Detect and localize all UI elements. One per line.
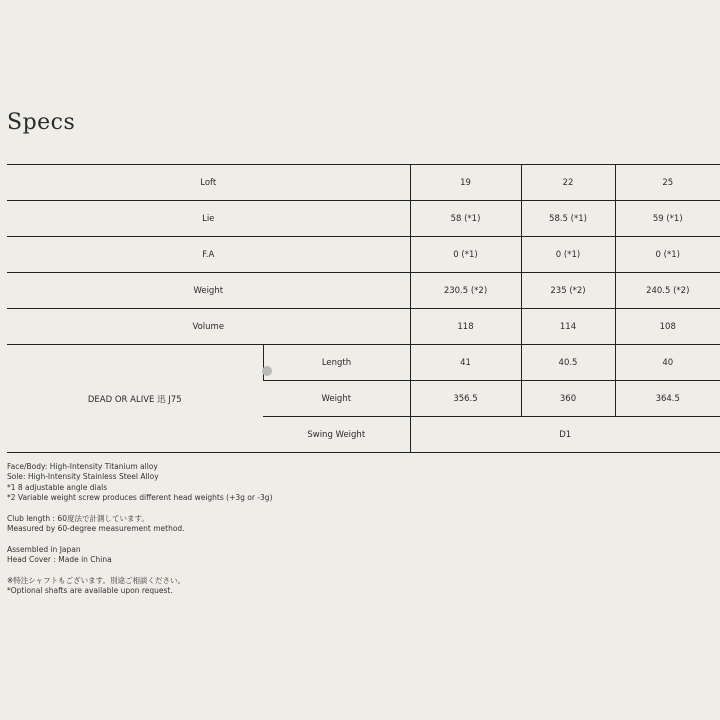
- note-line: Club length : 60度法で計測しています。: [7, 513, 149, 523]
- loft-value-1: 19: [410, 165, 521, 201]
- row-label-loft: Loft: [7, 165, 410, 201]
- length-value-3: 40: [615, 345, 720, 381]
- notes-shafts: [7, 576, 273, 597]
- length-value-2: 40.5: [521, 345, 615, 381]
- shaft-name: DEAD OR ALIVE 迅 J75: [7, 345, 263, 453]
- table-row-weight: [7, 273, 720, 309]
- note-line: *1 8 adjustable angle dials: [7, 482, 108, 492]
- volume-value-3: 108: [615, 309, 720, 345]
- table-row-loft: [7, 165, 720, 201]
- loft-value-3: 25: [615, 165, 720, 201]
- notes-materials: [7, 462, 273, 503]
- lie-value-2: 58.5 (*1): [521, 201, 615, 237]
- page-title: Specs: [7, 110, 76, 135]
- row-label-volume: Volume: [7, 309, 410, 345]
- row-label-swing-weight: Swing Weight: [263, 417, 410, 453]
- table-row-lie: [7, 201, 720, 237]
- shaft-weight-value-2: 360: [521, 381, 615, 417]
- row-label-shaft-weight: Weight: [263, 381, 410, 417]
- note-line: Sole: High-Intensity Stainless Steel Alloy: [7, 472, 159, 482]
- note-line: *2 Variable weight screw produces different head weights (+3g or -3g): [7, 492, 273, 502]
- swing-weight-value: D1: [410, 417, 720, 453]
- fa-value-2: 0 (*1): [521, 237, 615, 273]
- notes-origin: [7, 545, 273, 566]
- volume-value-1: 118: [410, 309, 521, 345]
- specs-table: [7, 164, 720, 453]
- table-row-shaft-length: [7, 345, 720, 381]
- lie-value-1: 58 (*1): [410, 201, 521, 237]
- note-line: *Optional shafts are available upon request.: [7, 586, 173, 596]
- note-line: ※特注シャフトもございます。別途ご相談ください。: [7, 575, 186, 585]
- weight-value-1: 230.5 (*2): [410, 273, 521, 309]
- volume-value-2: 114: [521, 309, 615, 345]
- note-line: Head Cover : Made in China: [7, 555, 112, 565]
- row-label-length: Length: [263, 345, 410, 381]
- row-label-fa: F.A: [7, 237, 410, 273]
- length-value-1: 41: [410, 345, 521, 381]
- fa-value-1: 0 (*1): [410, 237, 521, 273]
- weight-value-3: 240.5 (*2): [615, 273, 720, 309]
- weight-value-2: 235 (*2): [521, 273, 615, 309]
- note-line: Face/Body: High-Intensity Titanium alloy: [7, 462, 158, 471]
- shaft-weight-value-1: 356.5: [410, 381, 521, 417]
- note-line: Measured by 60-degree measurement method.: [7, 523, 185, 533]
- table-row-fa: [7, 237, 720, 273]
- shaft-weight-value-3: 364.5: [615, 381, 720, 417]
- notes-club-length: [7, 514, 273, 535]
- fa-value-3: 0 (*1): [615, 237, 720, 273]
- spec-notes: [7, 462, 273, 607]
- scroll-indicator-dot: [262, 366, 272, 376]
- row-label-weight: Weight: [7, 273, 410, 309]
- row-label-lie: Lie: [7, 201, 410, 237]
- loft-value-2: 22: [521, 165, 615, 201]
- lie-value-3: 59 (*1): [615, 201, 720, 237]
- table-row-volume: [7, 309, 720, 345]
- note-line: Assembled in Japan: [7, 544, 81, 554]
